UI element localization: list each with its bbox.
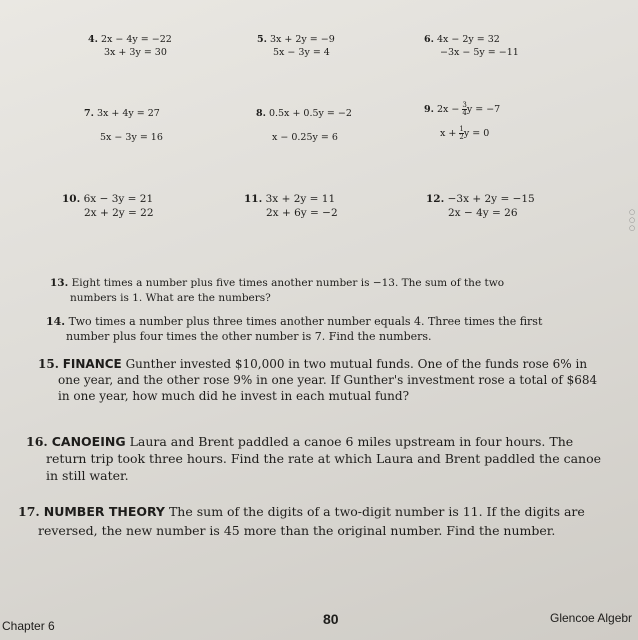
fraction-one-half: $\frac{1}{2}$ — [459, 125, 464, 141]
system-10: 10. 6x − 3y = 21 2x + 2y = 22 — [62, 193, 154, 219]
problem-13: 13. Eight times a number plus five times another number is −13. The sum of the two numbers is 1. What are the numbers? — [50, 277, 505, 304]
page-number: 80 — [323, 611, 339, 627]
keyword-number-theory: NUMBER THEORY — [43, 504, 165, 519]
chapter-label: Chapter 6 — [2, 619, 55, 633]
system-12: 12. −3x + 2y = −15 2x − 4y = 26 — [426, 193, 535, 219]
problem-16: 16. CANOEING Laura and Brent paddled a canoe 6 miles upstream in four hours. The return trip took three hours. Find the rate at which Laura and Brent paddled the canoe in still water. — [26, 434, 601, 483]
problem-17: 17. NUMBER THEORY The sum of the digits of a two-digit number is 11. If the digits are reversed, the new number is 45 more than the original number. Find the number. — [18, 504, 585, 538]
system-9: 9. 2x − $\frac{3}{4}$ y = −7 x + $\frac{1}{2}$ y = 0 — [424, 101, 501, 141]
problem-15: 15. FINANCE Gunther invested $10,000 in two mutual funds. One of the funds rose 6% in one year, and the other rose 9% in one year. If Gunther's investment rose a total of $684 in one year, how much did he invest in each mutual fund? — [38, 357, 598, 403]
system-11: 11. 3x + 2y = 11 2x + 6y = −2 — [244, 193, 338, 219]
system-8: 8. 0.5x + 0.5y = −2 x − 0.25y = 6 — [256, 108, 352, 143]
keyword-canoeing: CANOEING — [51, 434, 126, 449]
system-7: 7. 3x + 4y = 27 5x − 3y = 16 — [84, 108, 163, 143]
keyword-finance: FINANCE — [62, 357, 122, 371]
page-edge-mark: ○○○ — [628, 208, 636, 232]
problem-14: 14. Two times a number plus three times another number equals 4. Three times the first number plus four times the other number is 7. Find the numbers. — [46, 315, 543, 343]
publisher-label: Glencoe Algebr — [550, 611, 633, 625]
system-6: 6. 4x − 2y = 32 −3x − 5y = −11 — [424, 34, 519, 58]
system-4: 4. 2x − 4y = −22 3x + 3y = 30 — [88, 34, 172, 58]
fraction-three-fourths: $\frac{3}{4}$ — [462, 101, 467, 117]
system-5: 5. 3x + 2y = −9 5x − 3y = 4 — [257, 34, 335, 58]
